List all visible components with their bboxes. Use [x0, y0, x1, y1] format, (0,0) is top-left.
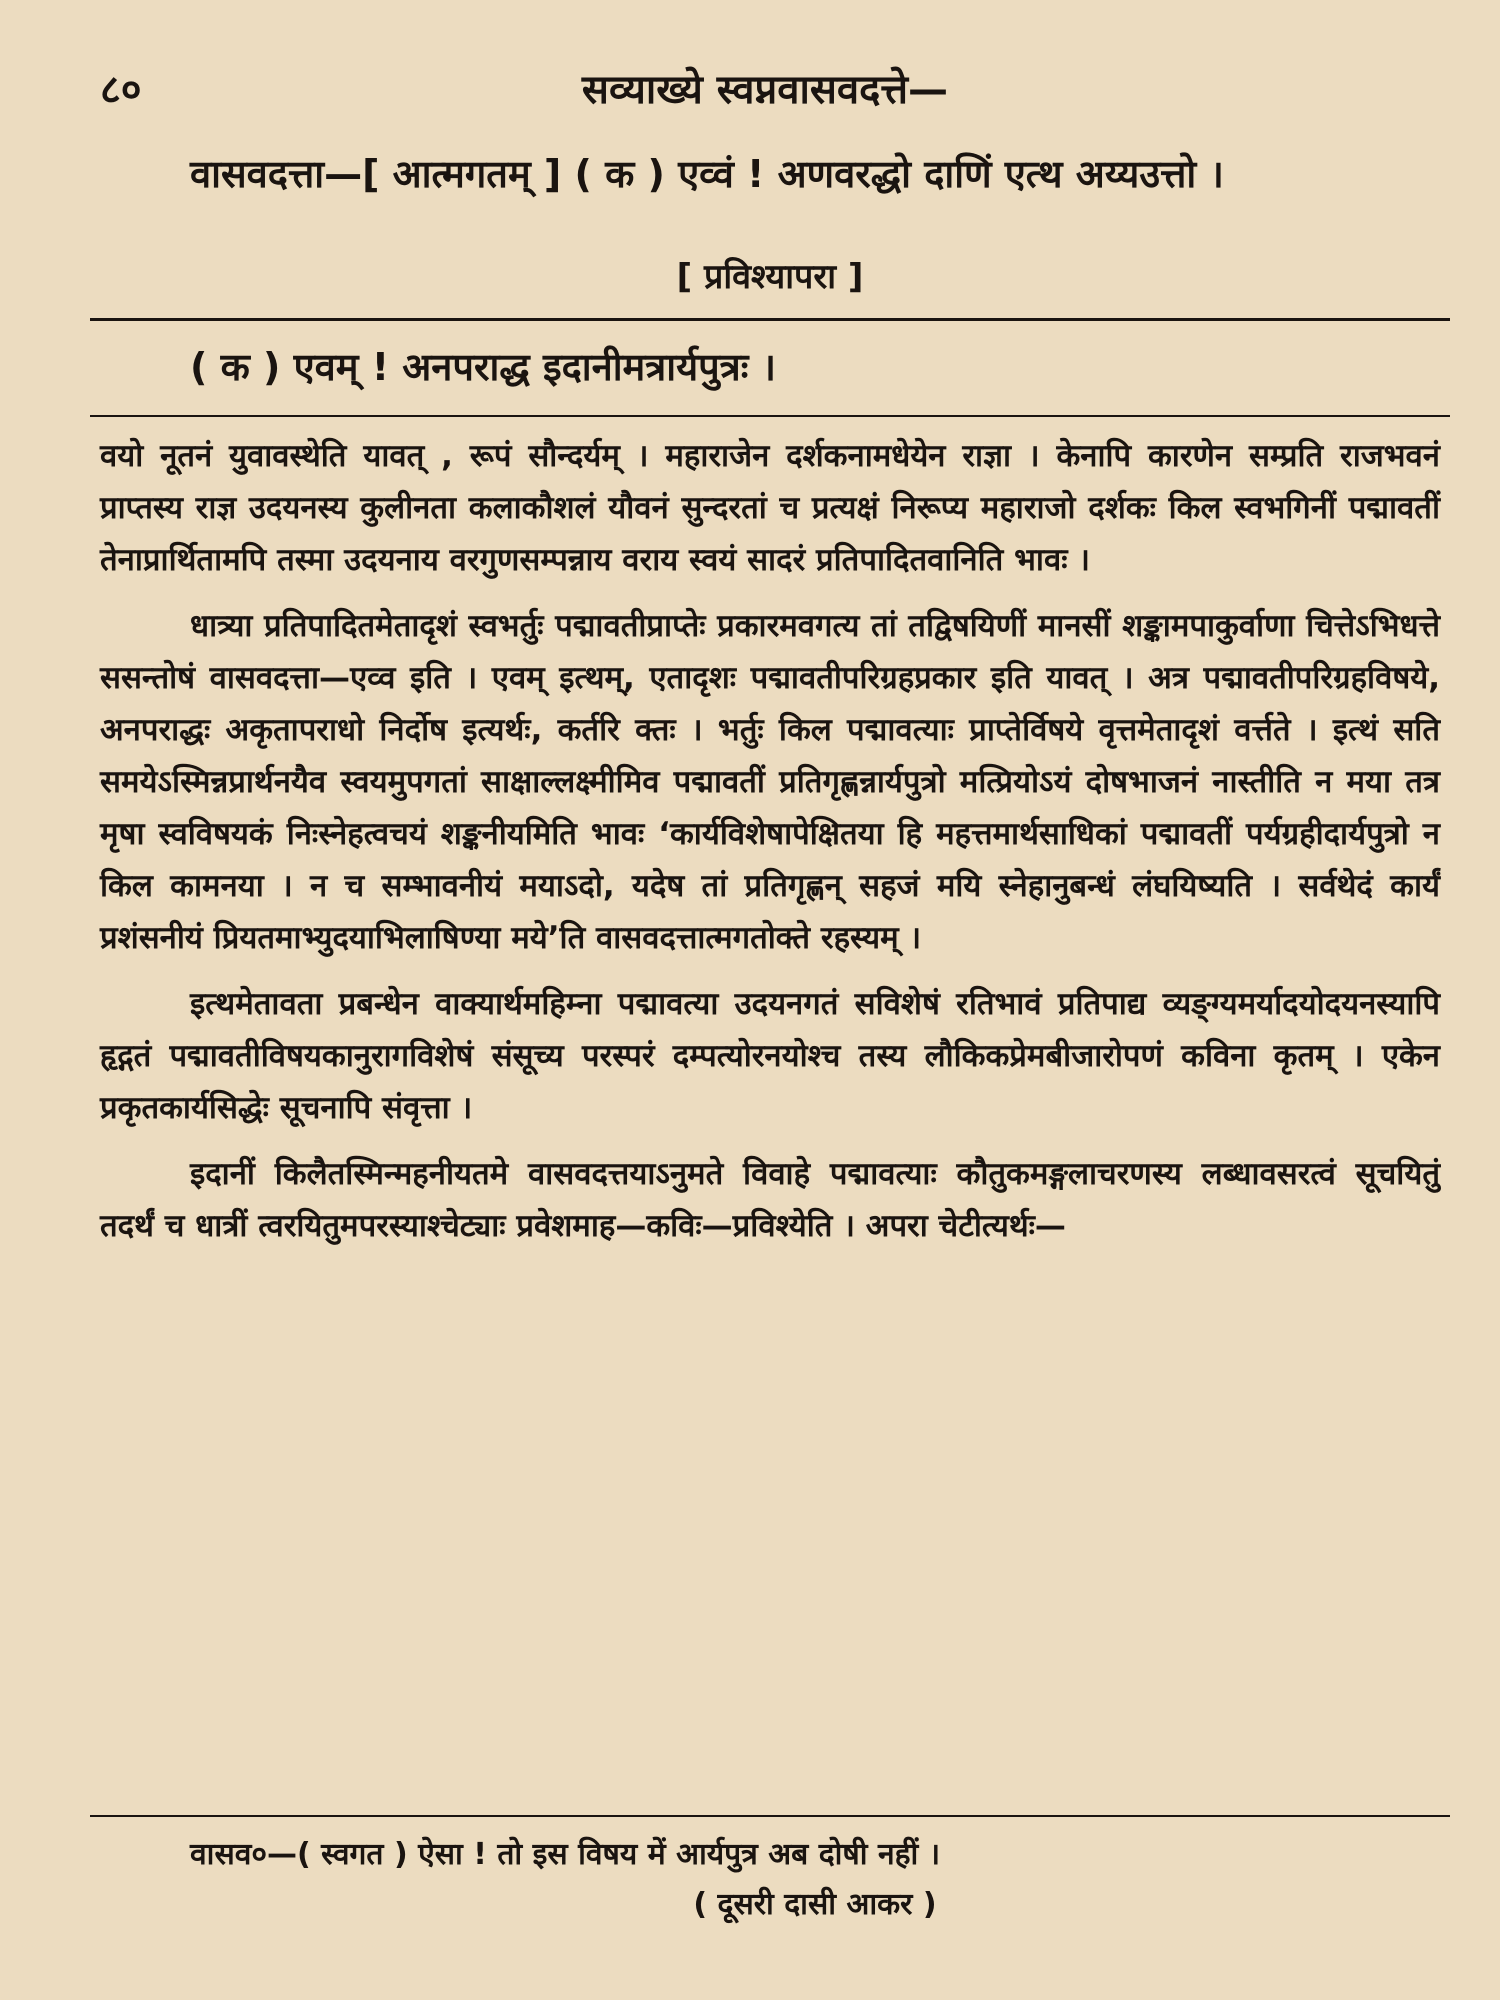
translation-line: वासव०—( स्वगत ) ऐसा ! तो इस विषय में आर्यपुत्र अब दोषी नहीं । [190, 1837, 941, 1872]
hindi-translation [100, 1830, 1500, 1930]
commentary-paragraph: इदानीं किलैतस्मिन्महनीयतमे वासवदत्तयाऽनुमते विवाहे पद्मावत्याः कौतुकमङ्गलाचरणस्य लब्धावसरत्वं सूचयितुं तदर्थं च धात्रीं त्वरयितुमपरस्याश्चेट्याः प्रवेशमाह—कविः—प्रविश्येति । अपरा चेटीत्यर्थः— [100, 1156, 1440, 1244]
page-number: ८० [100, 67, 142, 113]
stage-direction: [ प्रविश्यापरा ] [676, 257, 864, 297]
divider-footnote [90, 1815, 1450, 1817]
commentary-paragraph: वयो नूतनं युवावस्थेति यावत् , रूपं सौन्दर्यम् । महाराजेन दर्शकनामधेयेन राज्ञा । केनापि कारणेन सम्प्रति राजभवनं प्राप्तस्य राज्ञ उदयनस्य कुलीनता कलाकौशलं यौवनं सुन्दरतां च प्रत्यक्षं निरूप्य महाराजो दर्शकः किल स्वभगिनीं पद्मावतीं तेनाप्रार्थितामपि तस्मा उदयनाय वरगुणसम्पन्नाय वराय स्वयं सादरं प्रतिपादितवानिति भावः । [100, 438, 1440, 578]
translation-stage-direction: ( दूसरी दासी आकर ) [693, 1887, 937, 1922]
divider-top [90, 318, 1450, 321]
sanskrit-chhaya: ( क ) एवम् ! अनपराद्ध इदानीमत्रार्यपुत्रः । [190, 345, 777, 389]
divider-commentary [90, 415, 1450, 417]
commentary-paragraph: धात्र्या प्रतिपादितमेतादृशं स्वभर्तुः पद्मावतीप्राप्तेः प्रकारमवगत्य तां तद्विषयिणीं मानसीं शङ्कामपाकुर्वाणा चित्तेऽभिधत्ते ससन्तोषं वासवदत्ता—एव्व इति । एवम् इत्थम्, एतादृशः पद्मावतीपरिग्रहप्रकार इति यावत् । अत्र पद्मावतीपरिग्रहविषये, अनपराद्धः अकृतापराधो निर्दोष इत्यर्थः, कर्तरि क्तः । भर्तुः किल पद्मावत्याः प्राप्तेर्विषये वृत्तमेतादृशं वर्त्तते । इत्थं सति समयेऽस्मिन्नप्रार्थनयैव स्वयमुपगतां साक्षाल्लक्ष्मीमिव पद्मावतीं प्रतिगृह्णन्नार्यपुत्रो मत्प्रियोऽयं दोषभाजनं नास्तीति न मया तत्र मृषा स्वविषयकं निःस्नेहत्वचयं शङ्कनीयमिति भावः ‘कार्यविशेषापेक्षितया हि महत्तमार्थसाधिकां पद्मावतीं पर्यग्रहीदार्यपुत्रो न किल कामनया । न च सम्भावनीयं मयाऽदो, यदेष तां प्रतिगृह्णन् सहजं मयि स्नेहानुबन्धं लंघयिष्यति । सर्वथेदं कार्यं प्रशंसनीयं प्रियतमाभ्युदयाभिलाषिण्या मये’ति वासवदत्तात्मगतोक्ते रहस्यम् । [100, 608, 1440, 956]
dialogue-text: वासवदत्ता—[ आत्मगतम् ] ( क ) एव्वं ! अणवरद्धो दाणिं एत्थ अय्यउत्तो । [190, 152, 1224, 196]
page-header [100, 60, 1430, 120]
running-title: सव्याख्ये स्वप्नवासवदत्ते— [581, 67, 949, 113]
commentary [100, 430, 1440, 1266]
dialogue-line [100, 145, 1440, 203]
commentary-paragraph: इत्थमेतावता प्रबन्धेन वाक्यार्थमहिम्ना पद्मावत्या उदयनगतं सविशेषं रतिभावं प्रतिपाद्य व्यङ्ग्यमर्यादयोदयनस्यापि हृद्गतं पद्मावतीविषयकानुरागविशेषं संसूच्य परस्परं दम्पत्योरनयोश्च तस्य लौकिकप्रेमबीजारोपणं कविना कृतम् । एकेन प्रकृतकार्यसिद्धेः सूचनापि संवृत्ता । [100, 986, 1440, 1126]
